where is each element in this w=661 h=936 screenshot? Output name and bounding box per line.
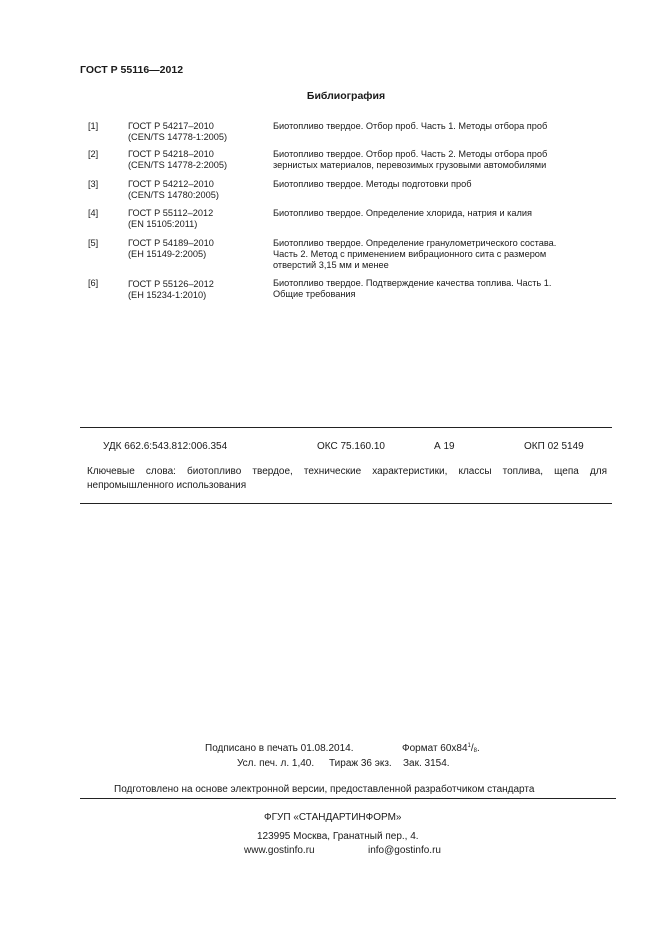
entry-reference-line: (CEN/TS 14778-2:2005) (128, 160, 228, 170)
entry-title (273, 238, 603, 271)
entry-reference (128, 179, 268, 201)
entry-number: [3] (88, 179, 99, 189)
entry-title-line: Общие требования (273, 289, 356, 299)
entry-reference-line: ГОСТ Р 54212–2010 (128, 179, 214, 189)
entry-reference-line: (CEN/TS 14780:2005) (128, 190, 219, 200)
publisher-email: info@gostinfo.ru (368, 845, 441, 856)
group-code: А 19 (434, 441, 455, 452)
format-numerator: 1 (467, 743, 471, 749)
signed-date: Подписано в печать 01.08.2014. (205, 743, 354, 754)
oks-code: ОКС 75.160.10 (317, 441, 385, 452)
format-denominator: 8 (473, 748, 478, 754)
print-sheets: Усл. печ. л. 1,40. (237, 758, 315, 769)
entry-number: [1] (88, 121, 99, 131)
entry-title (273, 149, 603, 171)
entry-reference (128, 121, 268, 143)
entry-reference-line: (ЕН 15234-1:2010) (128, 290, 207, 300)
entry-title-line: Биотопливо твердое. Методы подготовки проб (273, 179, 472, 189)
entry-title-line: Биотопливо твердое. Подтверждение качества топлива. Часть 1. (273, 278, 552, 288)
bibliography-title: Библиография (306, 90, 386, 102)
entry-title-line: Биотопливо твердое. Определение гранулометрического состава. (273, 238, 557, 248)
entry-number: [6] (88, 278, 99, 288)
publisher-website: www.gostinfo.ru (244, 845, 315, 856)
entry-title-line: отверстий 3,15 мм и менее (273, 260, 389, 270)
entry-reference-line: ГОСТ Р 54189–2010 (128, 238, 214, 248)
entry-title-line: Часть 2. Метод с применением вибрационного сита с размером (273, 249, 547, 259)
entry-reference (128, 208, 268, 230)
entry-reference-line: ГОСТ Р 55112–2012 (128, 208, 214, 218)
entry-number: [5] (88, 238, 99, 248)
entry-number: [4] (88, 208, 99, 218)
entry-reference (128, 149, 268, 171)
order-number: Зак. 3154. (403, 758, 450, 769)
entry-reference-line: ГОСТ Р 55126–2012 (128, 279, 214, 289)
entry-reference (128, 279, 268, 301)
keywords (87, 465, 607, 493)
divider-top (80, 427, 612, 428)
standard-id: ГОСТ Р 55116—2012 (80, 64, 184, 76)
entry-number: [2] (88, 149, 99, 159)
entry-reference-line: ГОСТ Р 54217–2010 (128, 121, 214, 131)
entry-reference-line: (EN 15105:2011) (128, 219, 198, 229)
entry-title-line: Биотопливо твердое. Определение хлорида, натрия и калия (273, 208, 532, 218)
entry-title-line: Биотопливо твердое. Отбор проб. Часть 1. Методы отбора проб (273, 121, 548, 131)
entry-reference (128, 238, 268, 260)
entry-title (273, 179, 603, 190)
publisher-address: 123995 Москва, Гранатный пер., 4. (257, 831, 419, 842)
okp-code: ОКП 02 5149 (524, 441, 584, 452)
keywords-line: Ключевые слова: биотопливо твердое, технические характеристики, классы топлива, щепа для (87, 466, 607, 477)
format-label: Формат 60x84 (402, 743, 468, 754)
entry-title-line: Биотопливо твердое. Отбор проб. Часть 2. Методы отбора проб (273, 149, 548, 159)
circulation: Тираж 36 экз. (329, 758, 392, 769)
publisher-name: ФГУП «СТАНДАРТИНФОРМ» (264, 812, 402, 823)
udk-code: УДК 662.6:543.812:006.354 (103, 441, 228, 452)
entry-reference-line: (CEN/TS 14778-1:2005) (128, 132, 228, 142)
entry-title (273, 121, 603, 132)
keywords-line: непромышленного использования (87, 480, 247, 491)
entry-reference-line: (ЕН 15149-2:2005) (128, 249, 207, 259)
prepared-note: Подготовлено на основе электронной версии, предоставленной разработчиком стандарта (114, 784, 535, 795)
paper-format: Формат $60x84^1/_8$. (402, 743, 480, 754)
format-tail: . (477, 743, 480, 754)
entry-title (273, 208, 603, 219)
imprint-divider (80, 798, 616, 799)
entry-reference-line: ГОСТ Р 54218–2010 (128, 149, 214, 159)
entry-title-line: зернистых материалов, перевозимых грузовыми автомобилями (273, 160, 547, 170)
divider-bottom (80, 503, 612, 504)
entry-title (273, 278, 603, 300)
